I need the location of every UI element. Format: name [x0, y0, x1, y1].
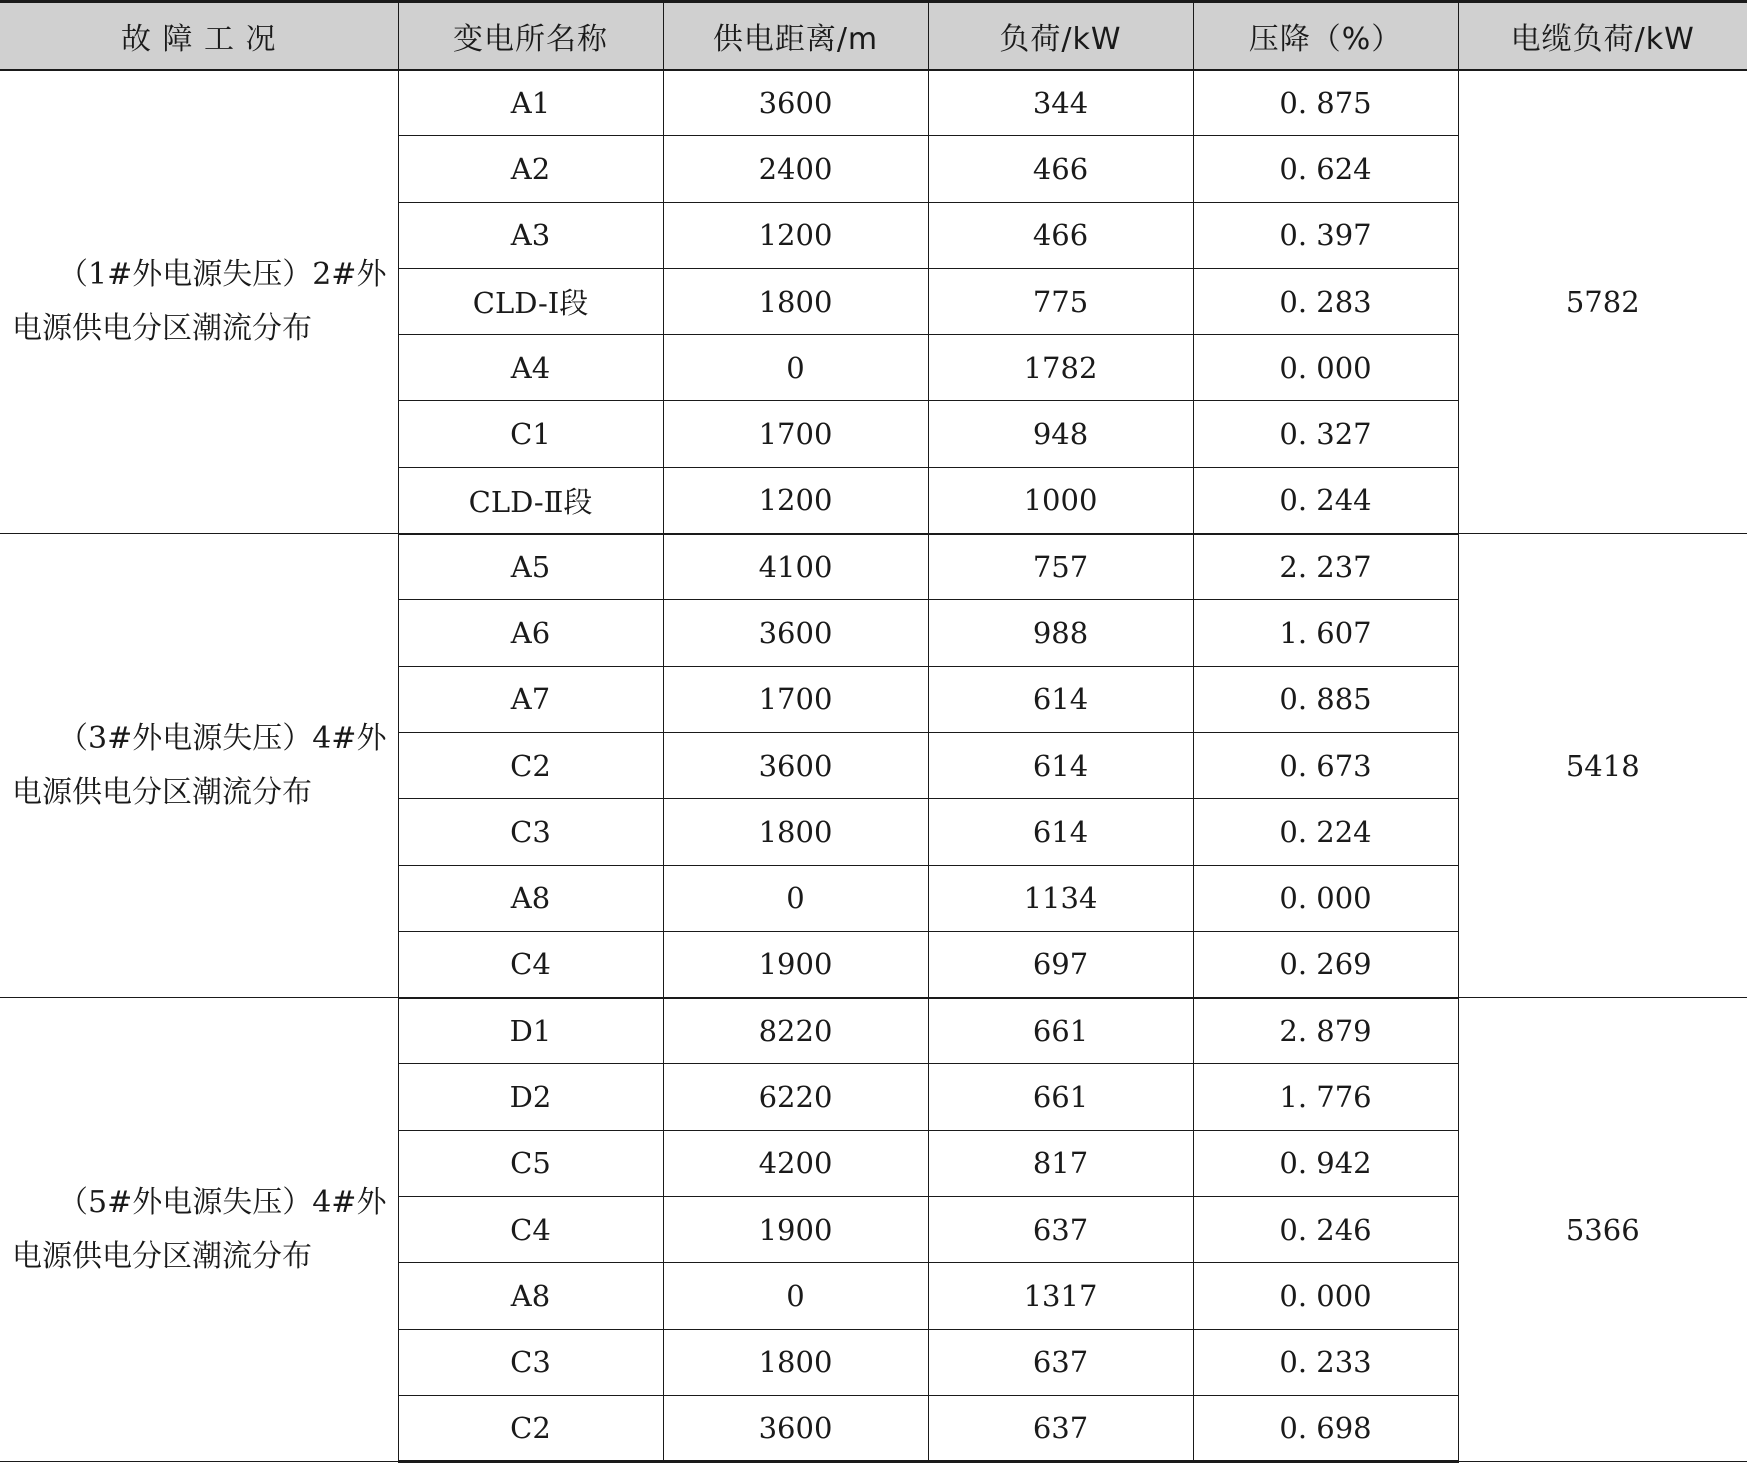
table-row: [0, 534, 1747, 600]
voltage-drop-cell: 1. 607: [1193, 600, 1458, 666]
voltage-drop-cell: 0. 224: [1193, 799, 1458, 865]
header-voltage-drop: 压降（%）: [1193, 2, 1458, 70]
load-cell: 614: [928, 666, 1193, 732]
header-load: 负荷/kW: [928, 2, 1193, 70]
voltage-drop-cell: 0. 327: [1193, 401, 1458, 467]
header-substation-name: 变电所名称: [398, 2, 663, 70]
supply-distance-cell: 8220: [663, 998, 928, 1064]
substation-name-cell: C2: [398, 1395, 663, 1461]
supply-distance-cell: 1800: [663, 268, 928, 334]
voltage-drop-cell: 0. 875: [1193, 70, 1458, 136]
voltage-drop-cell: 0. 246: [1193, 1197, 1458, 1263]
substation-name-cell: A1: [398, 70, 663, 136]
supply-distance-cell: 3600: [663, 70, 928, 136]
load-cell: 948: [928, 401, 1193, 467]
fault-condition-cell: [0, 998, 398, 1462]
substation-name-cell: C4: [398, 1197, 663, 1263]
supply-distance-cell: 1200: [663, 202, 928, 268]
substation-name-cell: A5: [398, 534, 663, 600]
load-cell: 344: [928, 70, 1193, 136]
voltage-drop-cell: 1. 776: [1193, 1064, 1458, 1130]
substation-name-cell: C2: [398, 732, 663, 798]
load-cell: 637: [928, 1329, 1193, 1395]
voltage-drop-cell: 0. 244: [1193, 467, 1458, 533]
substation-name-cell: C4: [398, 931, 663, 997]
header-fault-condition: 故 障 工 况: [0, 2, 398, 70]
load-cell: 988: [928, 600, 1193, 666]
voltage-drop-cell: 0. 269: [1193, 931, 1458, 997]
load-cell: 1782: [928, 335, 1193, 401]
supply-distance-cell: 3600: [663, 600, 928, 666]
supply-distance-cell: 4100: [663, 534, 928, 600]
load-cell: 817: [928, 1130, 1193, 1196]
load-cell: 637: [928, 1395, 1193, 1461]
substation-name-cell: A6: [398, 600, 663, 666]
substation-name-cell: CLD-Ⅱ段: [398, 467, 663, 533]
fault-condition-cell: [0, 70, 398, 534]
header-supply-distance: 供电距离/m: [663, 2, 928, 70]
load-cell: 661: [928, 998, 1193, 1064]
voltage-drop-cell: 0. 698: [1193, 1395, 1458, 1461]
load-cell: 775: [928, 268, 1193, 334]
load-cell: 466: [928, 202, 1193, 268]
supply-distance-cell: 1900: [663, 931, 928, 997]
voltage-drop-cell: 0. 624: [1193, 136, 1458, 202]
voltage-drop-cell: 0. 885: [1193, 666, 1458, 732]
voltage-drop-cell: 0. 283: [1193, 268, 1458, 334]
table-body: [0, 70, 1747, 1462]
substation-name-cell: D1: [398, 998, 663, 1064]
supply-distance-cell: 1700: [663, 401, 928, 467]
substation-name-cell: CLD-Ⅰ段: [398, 268, 663, 334]
supply-distance-cell: 3600: [663, 1395, 928, 1461]
substation-name-cell: A3: [398, 202, 663, 268]
fault-condition-line1: （5#外电源失压）4#外: [58, 1184, 387, 1220]
load-cell: 1317: [928, 1263, 1193, 1329]
substation-name-cell: D2: [398, 1064, 663, 1130]
cable-load-cell: 5366: [1458, 998, 1747, 1462]
header-cable-load: 电缆负荷/kW: [1458, 2, 1747, 70]
supply-distance-cell: 0: [663, 865, 928, 931]
supply-distance-cell: 1200: [663, 467, 928, 533]
voltage-drop-cell: 2. 879: [1193, 998, 1458, 1064]
supply-distance-cell: 6220: [663, 1064, 928, 1130]
fault-condition-line2: 电源供电分区潮流分布: [12, 1238, 312, 1274]
substation-name-cell: C1: [398, 401, 663, 467]
fault-condition-line1: （3#外电源失压）4#外: [58, 720, 387, 756]
voltage-drop-cell: 0. 000: [1193, 335, 1458, 401]
load-cell: 697: [928, 931, 1193, 997]
load-cell: 1000: [928, 467, 1193, 533]
load-cell: 637: [928, 1197, 1193, 1263]
substation-name-cell: C3: [398, 799, 663, 865]
table-row: [0, 70, 1747, 136]
table-row: [0, 998, 1747, 1064]
load-cell: 757: [928, 534, 1193, 600]
cable-load-cell: 5418: [1458, 534, 1747, 998]
fault-condition-cell: [0, 534, 398, 998]
supply-distance-cell: 1800: [663, 1329, 928, 1395]
supply-distance-cell: 0: [663, 335, 928, 401]
supply-distance-cell: 4200: [663, 1130, 928, 1196]
voltage-drop-cell: 0. 942: [1193, 1130, 1458, 1196]
table-header-row: [0, 2, 1747, 70]
substation-name-cell: A7: [398, 666, 663, 732]
substation-name-cell: A8: [398, 865, 663, 931]
load-cell: 614: [928, 799, 1193, 865]
load-cell: 661: [928, 1064, 1193, 1130]
fault-condition-line1: （1#外电源失压）2#外: [58, 256, 387, 292]
substation-name-cell: A4: [398, 335, 663, 401]
voltage-drop-cell: 2. 237: [1193, 534, 1458, 600]
fault-condition-line2: 电源供电分区潮流分布: [12, 310, 312, 346]
supply-distance-cell: 1700: [663, 666, 928, 732]
supply-distance-cell: 2400: [663, 136, 928, 202]
supply-distance-cell: 3600: [663, 732, 928, 798]
substation-name-cell: C5: [398, 1130, 663, 1196]
voltage-drop-cell: 0. 000: [1193, 865, 1458, 931]
voltage-drop-cell: 0. 673: [1193, 732, 1458, 798]
voltage-drop-cell: 0. 397: [1193, 202, 1458, 268]
load-cell: 466: [928, 136, 1193, 202]
supply-distance-cell: 1800: [663, 799, 928, 865]
load-cell: 614: [928, 732, 1193, 798]
cable-load-cell: 5782: [1458, 70, 1747, 534]
voltage-drop-cell: 0. 000: [1193, 1263, 1458, 1329]
fault-condition-line2: 电源供电分区潮流分布: [12, 774, 312, 810]
voltage-drop-cell: 0. 233: [1193, 1329, 1458, 1395]
supply-distance-cell: 1900: [663, 1197, 928, 1263]
substation-name-cell: A2: [398, 136, 663, 202]
substation-name-cell: C3: [398, 1329, 663, 1395]
supply-distance-cell: 0: [663, 1263, 928, 1329]
substation-name-cell: A8: [398, 1263, 663, 1329]
load-cell: 1134: [928, 865, 1193, 931]
